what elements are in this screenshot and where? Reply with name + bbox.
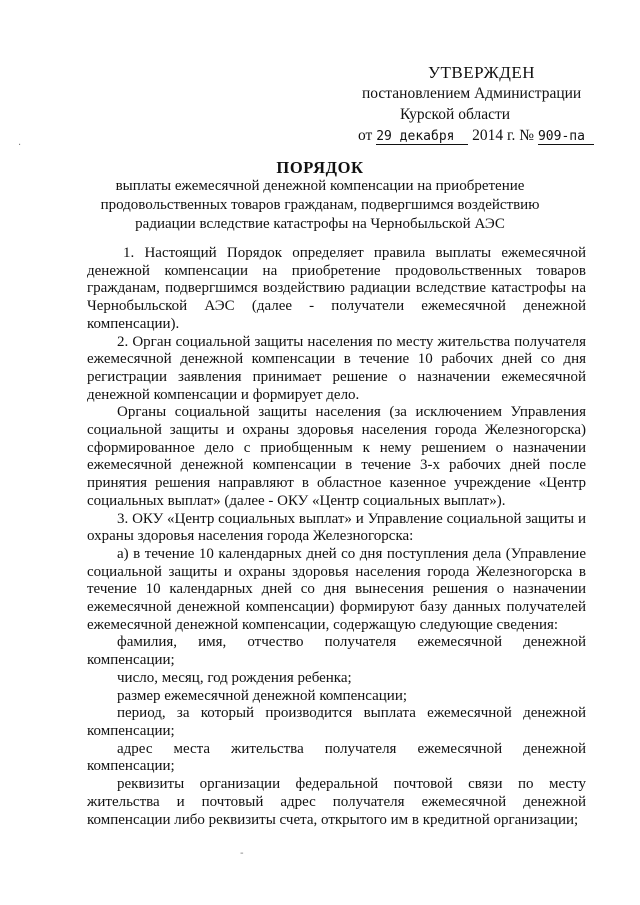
paragraph-3: Органы социальной защиты населения (за исключением Управления социальной защиты и охраны здоровья населения города Железногорска) сформированное дело с приобщенным к нему решением о назначении ежемесячной денежной компенсации в течение 3-х рабочих дней после принятия решения направляют в областное казенное учреждение «Центр социальных выплат» (далее - ОКУ «Центр социальных выплат»).	[87, 404, 586, 509]
scan-speck: ·	[18, 140, 22, 151]
paragraph-2: 2. Орган социальной защиты населения по месту жительства получателя ежемесячной денежной компенсации в течение 10 рабочих дней со дня регистрации заявления принимает решение о назначении ежемесячной денежной компенсации и формирует дело.	[87, 333, 586, 403]
paragraph-5: а) в течение 10 календарных дней со дня поступления дела (Управление социальной защиты и охраны здоровья населения города Железногорска в течение 10 календарных дней со дня вынесения решения о назначении ежемесячной денежной компенсации) формируют базу данных получателей ежемесячной денежной компенсации, содержащую следующие сведения:	[87, 545, 586, 633]
approval-line-region: Курской области	[400, 106, 511, 123]
handwritten-number: 909-па	[538, 129, 594, 145]
document-subtitle: выплаты ежемесячной денежной компенсации на приобретение продовольственных товаров гражданам, подвергшимся воздействию радиации вследствие катастрофы на Чернобыльской АЭС	[100, 178, 540, 232]
document-title: ПОРЯДОК	[276, 158, 364, 177]
year-number-label: 2014 г. №	[472, 127, 535, 144]
scan-speck: -	[240, 848, 244, 859]
paragraph-6: фамилия, имя, отчество получателя ежемесячной денежной компенсации;	[87, 634, 586, 669]
paragraph-4: 3. ОКУ «Центр социальных выплат» и Управление социальной защиты и охраны здоровья населения города Железногорска:	[87, 510, 586, 545]
paragraph-8: размер ежемесячной денежной компенсации;	[117, 687, 408, 704]
paragraph-11: реквизиты организации федеральной почтовой связи по месту жительства и почтовый адрес получателя ежемесячной денежной компенсации либо реквизиты счета, открытого им в кредитной организации;	[87, 776, 586, 828]
handwritten-date: 29 декабря	[376, 129, 468, 145]
approval-heading: УТВЕРЖДЕН	[428, 63, 535, 82]
approval-line-decree: постановлением Администрации	[362, 85, 582, 102]
paragraph-10: адрес места жительства получателя ежемесячной денежной компенсации;	[87, 740, 586, 775]
approval-stamp-block	[340, 62, 600, 146]
paragraph-1: 1. Настоящий Порядок определяет правила выплаты ежемесячной денежной компенсации на приобретение продовольственных товаров гражданам, подвергшимся воздействию радиации вследствие катастрофы на Чернобыльской АЭС (далее - получатели ежемесячной денежной компенсации).	[87, 245, 586, 332]
paragraph-9: период, за который производится выплата ежемесячной денежной компенсации;	[87, 705, 586, 739]
document-body	[87, 245, 586, 829]
date-prefix: от	[358, 127, 373, 144]
paragraph-7: число, месяц, год рождения ребенка;	[117, 669, 352, 686]
approval-line-date	[340, 125, 600, 146]
